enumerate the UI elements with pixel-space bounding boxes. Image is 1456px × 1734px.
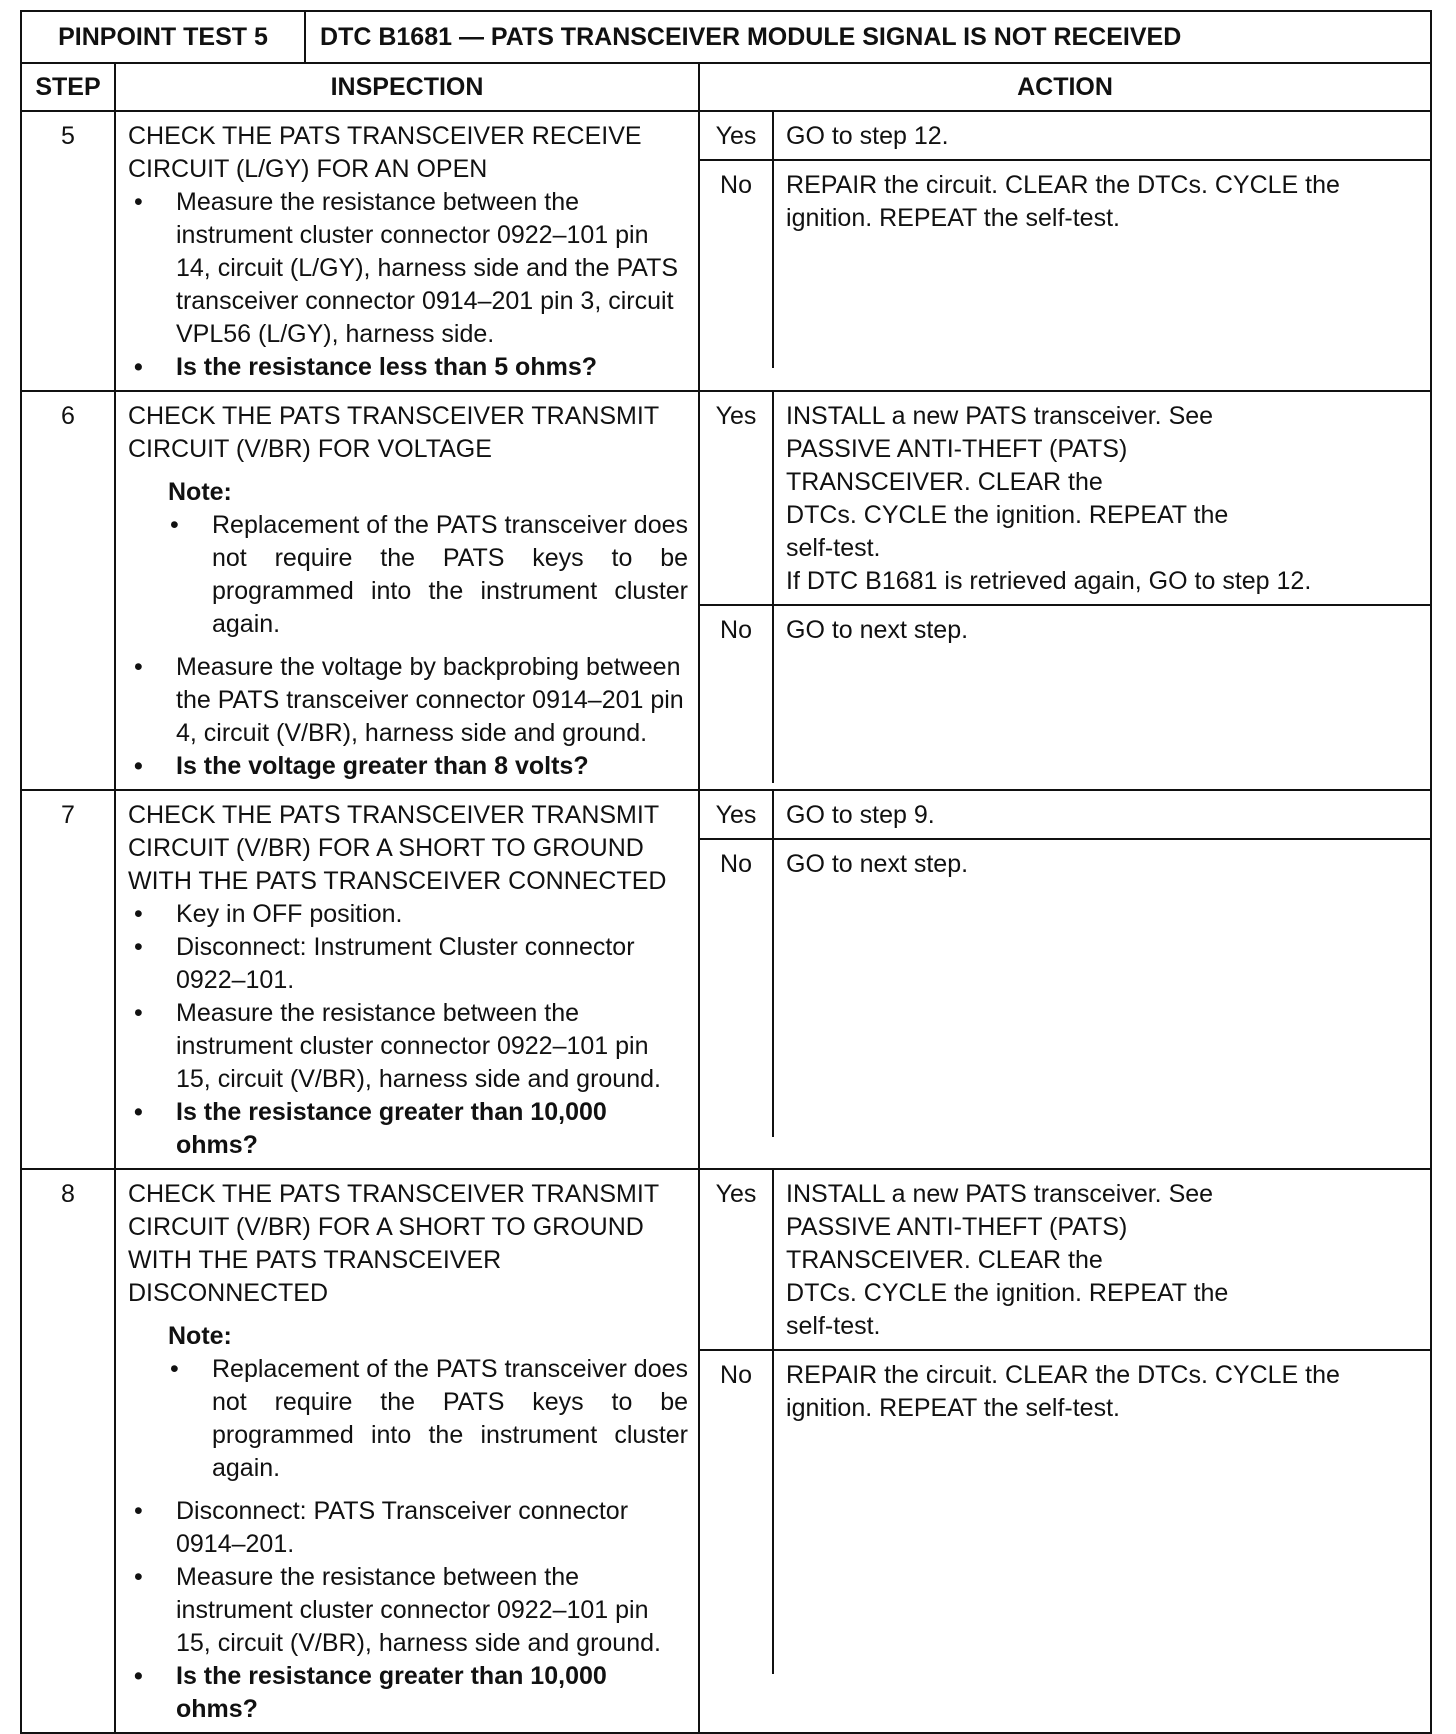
yes-label: Yes	[700, 1170, 773, 1350]
step-number: 5	[21, 111, 115, 391]
bullet-item: • Key in OFF position.	[128, 898, 688, 931]
bullet-item: • Disconnect: PATS Transceiver connector 0914–201.	[128, 1495, 688, 1561]
test-title: DTC B1681 — PATS TRANSCEIVER MODULE SIGNAL IS NOT RECEIVED	[305, 11, 1431, 63]
step-title: CHECK THE PATS TRANSCEIVER TRANSMIT CIRCUIT (V/BR) FOR A SHORT TO GROUND WITH THE PATS TRANSCEIVER DISCONNECTED	[128, 1180, 659, 1307]
note-text: • Replacement of the PATS transceiver does not require the PATS keys to be programmed into the instrument cluster again.	[168, 1353, 688, 1485]
no-row	[700, 1350, 1430, 1674]
col-action-header: ACTION	[699, 63, 1431, 111]
test-label: PINPOINT TEST 5	[21, 11, 305, 63]
note-block	[168, 1320, 688, 1485]
no-action: REPAIR the circuit. CLEAR the DTCs. CYCLE the ignition. REPEAT the self-test.	[773, 1350, 1430, 1674]
step-row	[21, 1169, 1431, 1733]
answer-cell	[699, 790, 1431, 1169]
step-row	[21, 111, 1431, 391]
yes-row	[700, 392, 1430, 605]
yes-label: Yes	[700, 112, 773, 160]
inspection-cell	[115, 790, 699, 1169]
no-label: No	[700, 605, 773, 783]
bullet-item: • Measure the resistance between the instrument cluster connector 0922–101 pin 14, circuit (L/GY), harness side and the PATS transceiver connector 0914–201 pin 3, circuit VPL56 (L/GY), harness side.	[128, 186, 688, 351]
pinpoint-test-table	[20, 10, 1432, 1734]
bullet-list	[128, 186, 688, 384]
bullet-item: • Measure the resistance between the instrument cluster connector 0922–101 pin 15, circuit (V/BR), harness side and ground.	[128, 1561, 688, 1660]
col-step-header: STEP	[21, 63, 115, 111]
bullet-list	[128, 651, 688, 783]
yes-action: INSTALL a new PATS transceiver. See PASSIVE ANTI-THEFT (PATS) TRANSCEIVER. CLEAR the DTCs. CYCLE the ignition. REPEAT the self-test. If DTC B1681 is retrieved again, GO to step 12.	[786, 402, 1312, 595]
answer-cell	[699, 111, 1431, 391]
col-inspection-header: INSPECTION	[115, 63, 699, 111]
note-text: • Replacement of the PATS transceiver does not require the PATS keys to be programmed into the instrument cluster again.	[168, 509, 688, 641]
yes-row	[700, 1170, 1430, 1350]
step-number: 6	[21, 391, 115, 790]
note-label: Note:	[168, 478, 232, 506]
bullet-item: • Measure the resistance between the instrument cluster connector 0922–101 pin 15, circuit (V/BR), harness side and ground.	[128, 997, 688, 1096]
yes-label: Yes	[700, 791, 773, 839]
yes-action: INSTALL a new PATS transceiver. See PASSIVE ANTI-THEFT (PATS) TRANSCEIVER. CLEAR the DTCs. CYCLE the ignition. REPEAT the self-test.	[786, 1180, 1229, 1340]
yes-row	[700, 112, 1430, 160]
yes-row	[700, 791, 1430, 839]
inspection-cell	[115, 391, 699, 790]
step-row	[21, 790, 1431, 1169]
bullet-item: • Disconnect: Instrument Cluster connector 0922–101.	[128, 931, 688, 997]
note-block	[168, 476, 688, 641]
yes-action: GO to step 9.	[786, 801, 935, 829]
step-title: CHECK THE PATS TRANSCEIVER RECEIVE CIRCUIT (L/GY) FOR AN OPEN	[128, 122, 642, 183]
bullet-list	[128, 898, 688, 1162]
step-row	[21, 391, 1431, 790]
yes-action: GO to step 12.	[786, 122, 949, 150]
yes-label: Yes	[700, 392, 773, 605]
no-label: No	[700, 1350, 773, 1674]
no-action: GO to next step.	[773, 839, 1430, 1137]
inspection-cell	[115, 1169, 699, 1733]
no-label: No	[700, 839, 773, 1137]
no-label: No	[700, 160, 773, 368]
inspection-cell	[115, 111, 699, 391]
test-header-row	[21, 11, 1431, 63]
step-question: • Is the resistance greater than 10,000 ohms?	[128, 1660, 688, 1726]
step-number: 7	[21, 790, 115, 1169]
step-question: • Is the resistance greater than 10,000 ohms?	[128, 1096, 688, 1162]
step-question: • Is the voltage greater than 8 volts?	[128, 750, 688, 783]
note-label: Note:	[168, 1322, 232, 1350]
no-action: GO to next step.	[773, 605, 1430, 783]
no-row	[700, 605, 1430, 783]
column-header-row	[21, 63, 1431, 111]
no-row	[700, 839, 1430, 1137]
answer-cell	[699, 391, 1431, 790]
step-title: CHECK THE PATS TRANSCEIVER TRANSMIT CIRCUIT (V/BR) FOR VOLTAGE	[128, 402, 659, 463]
step-title: CHECK THE PATS TRANSCEIVER TRANSMIT CIRCUIT (V/BR) FOR A SHORT TO GROUND WITH THE PATS TRANSCEIVER CONNECTED	[128, 801, 667, 895]
no-action: REPAIR the circuit. CLEAR the DTCs. CYCLE the ignition. REPEAT the self-test.	[773, 160, 1430, 368]
step-question: • Is the resistance less than 5 ohms?	[128, 351, 688, 384]
step-number: 8	[21, 1169, 115, 1733]
no-row	[700, 160, 1430, 368]
bullet-item: • Measure the voltage by backprobing between the PATS transceiver connector 0914–201 pin 4, circuit (V/BR), harness side and ground.	[128, 651, 688, 750]
pinpoint-test-document	[20, 10, 1430, 1734]
bullet-list	[128, 1495, 688, 1726]
answer-cell	[699, 1169, 1431, 1733]
